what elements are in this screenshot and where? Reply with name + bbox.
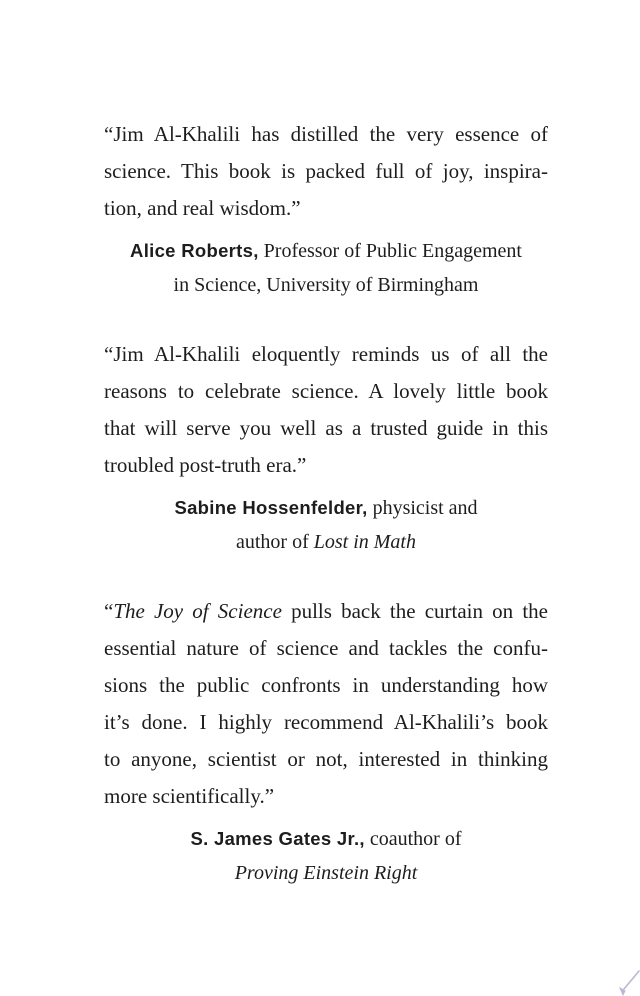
attribution-line: Alice Roberts, Professor of Public Engagement — [130, 240, 522, 262]
attribution-line: in Science, University of Birmingham — [173, 274, 479, 296]
quote-line: science. This book is packed full of joy, inspira- — [104, 159, 548, 183]
attribution-line: S. James Gates Jr., coauthor of — [190, 828, 462, 850]
quote-line: “Jim Al-Khalili eloquently reminds us of all the — [104, 342, 548, 366]
book-title: Lost in Math — [313, 531, 416, 553]
quote-line: to anyone, scientist or not, interested in thinking — [104, 747, 548, 771]
quote-line: that will serve you well as a trusted guide in this — [104, 416, 548, 440]
quote-line: “Jim Al-Khalili has distilled the very essence of — [104, 122, 548, 146]
quote-line: it’s done. I highly recommend Al-Khalili’s book — [104, 710, 548, 734]
attribution-line: author of Lost in Math — [235, 531, 416, 553]
pen-tip-corner-mark — [612, 964, 640, 996]
book-title: The Joy of Science — [113, 599, 282, 623]
attribution — [104, 491, 548, 559]
quote-line: sions the public confronts in understanding how — [104, 673, 548, 697]
attribution-line: Sabine Hossenfelder, physicist and — [174, 497, 478, 519]
quote-line: essential nature of science and tackles the confu- — [104, 636, 548, 660]
quote-line: reasons to celebrate science. A lovely little book — [104, 379, 548, 403]
attribution-line — [104, 856, 548, 890]
quote-text — [104, 336, 548, 484]
endorsement-block — [104, 593, 548, 890]
quote-line: troubled post-truth era.” — [104, 453, 307, 477]
endorser-name: Sabine Hossenfelder, — [174, 497, 368, 518]
quote-line: tion, and real wisdom.” — [104, 196, 301, 220]
praise-quotes-column — [104, 0, 548, 890]
endorsement-block — [104, 336, 548, 559]
endorsement-block — [104, 116, 548, 302]
quote-text — [104, 593, 548, 815]
endorser-name: S. James Gates Jr., — [190, 828, 365, 849]
quote-line: “The Joy of Science pulls back the curtain on the — [104, 599, 548, 623]
book-title: Proving Einstein Right — [234, 862, 418, 884]
attribution — [104, 234, 548, 302]
attribution — [104, 822, 548, 890]
quote-line: more scientifically.” — [104, 784, 275, 808]
endorser-name: Alice Roberts, — [130, 240, 259, 261]
quote-text — [104, 116, 548, 227]
